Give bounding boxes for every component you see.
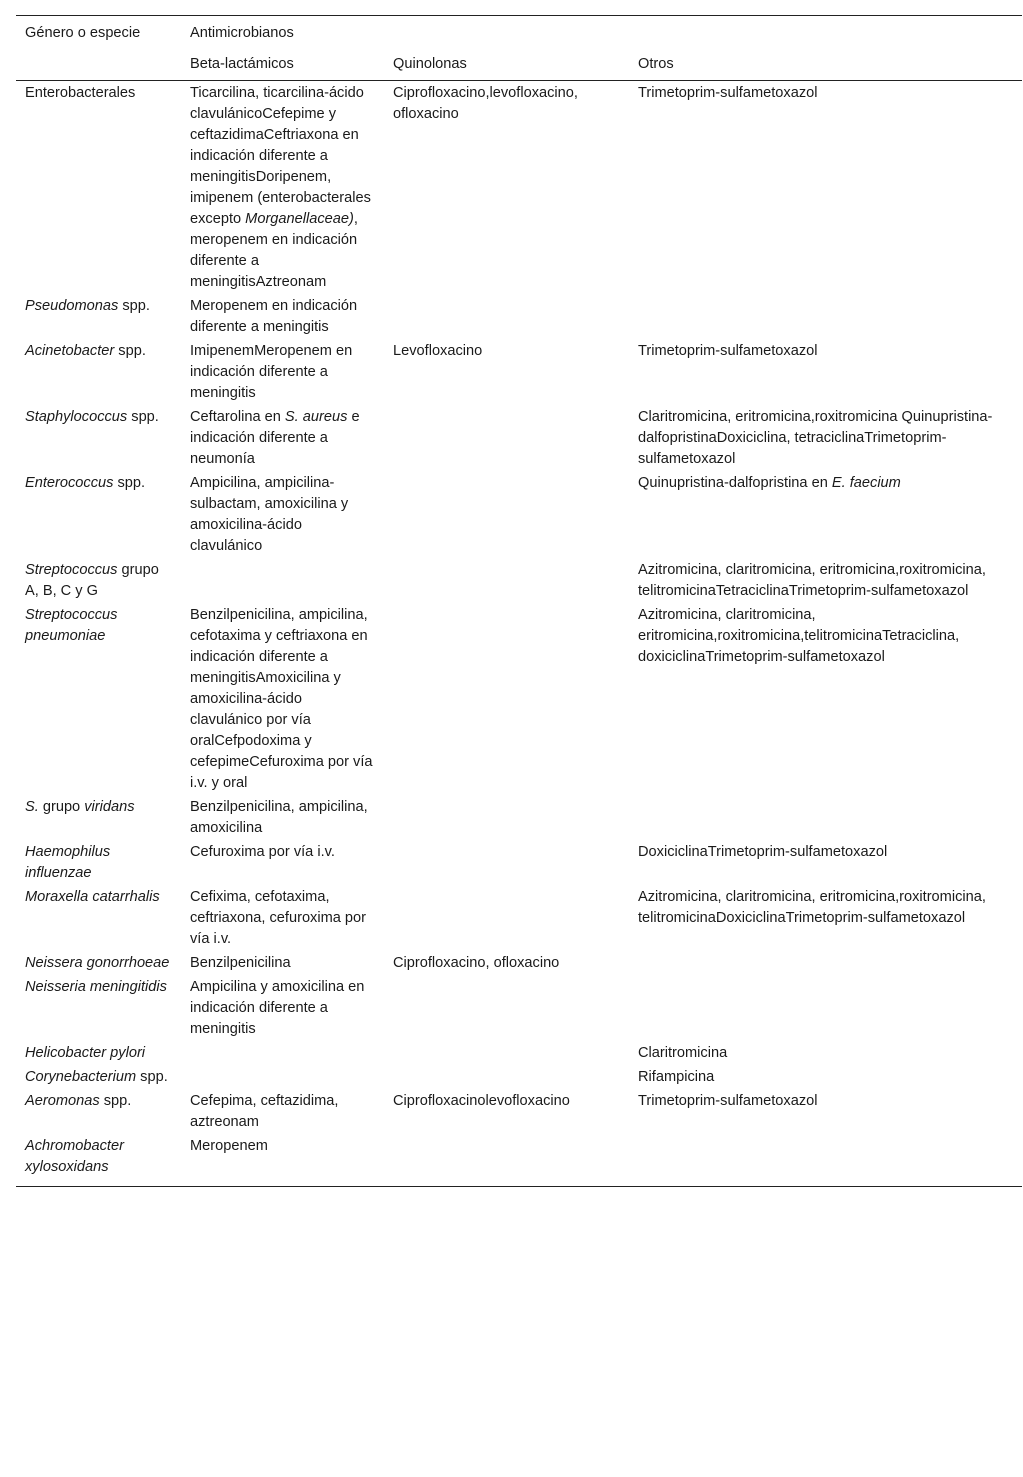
- table-row: [16, 840, 1022, 885]
- cell-quinolones: [384, 1065, 629, 1089]
- cell-text: DoxiciclinaTrimetoprim-sulfametoxazol: [638, 844, 888, 860]
- cell-betalactam: [181, 471, 384, 558]
- cell-text-italic: Morganellaceae): [245, 211, 354, 227]
- table-row: [16, 795, 1022, 840]
- cell-other: [629, 1134, 1022, 1187]
- cell-betalactam: [181, 1041, 384, 1065]
- cell-text: grupo: [38, 799, 85, 815]
- cell-text-italic: Haemophilus influenzae: [25, 844, 111, 881]
- cell-text: Cefuroxima por vía i.v.: [190, 844, 335, 860]
- cell-quinolones: [384, 471, 629, 558]
- cell-other: [629, 405, 1022, 471]
- cell-text: Cefixima, cefotaxima, ceftriaxona, cefuroxima por vía i.v.: [190, 889, 367, 947]
- cell-text-italic: Neissera gonorrhoeae: [25, 955, 170, 971]
- cell-genus: [16, 405, 181, 471]
- cell-text-italic: Staphylococcus: [25, 409, 128, 425]
- cell-other: [629, 885, 1022, 951]
- cell-text: Ticarcilina, ticarcilina-ácido clavulánicoCefepime y ceftazidimaCeftriaxona en indicación diferente a meningitisDoripenem, imipenem (enterobacterales excepto: [190, 85, 371, 227]
- cell-genus: [16, 294, 181, 339]
- cell-betalactam: [181, 1089, 384, 1134]
- cell-other: [629, 558, 1022, 603]
- cell-quinolones: [384, 339, 629, 405]
- cell-text-italic: Enterococcus: [25, 475, 114, 491]
- cell-text: e indicación diferente a neumonía: [190, 409, 360, 467]
- cell-text-italic: Helicobacter pylori: [25, 1045, 146, 1061]
- header-other: Otros: [629, 54, 1022, 81]
- cell-text: Enterobacterales: [25, 85, 136, 101]
- cell-text-italic: Moraxella catarrhalis: [25, 889, 160, 905]
- cell-text: Benzilpenicilina: [190, 955, 291, 971]
- cell-genus: [16, 840, 181, 885]
- cell-other: [629, 81, 1022, 295]
- cell-text: Ciprofloxacino,levofloxacino, ofloxacino: [393, 85, 578, 122]
- cell-betalactam: [181, 558, 384, 603]
- header-antimicrobials: Antimicrobianos: [181, 16, 1022, 55]
- cell-quinolones: [384, 795, 629, 840]
- cell-text: spp.: [113, 475, 146, 491]
- cell-genus: [16, 951, 181, 975]
- cell-text: Ampicilina y amoxicilina en indicación diferente a meningitis: [190, 979, 365, 1037]
- cell-text: Ceftarolina en: [190, 409, 285, 425]
- cell-text: Azitromicina, claritromicina, eritromicina,roxitromicina,telitromicinaTetraciclina, doxiciclinaTrimetoprim-sulfametoxazol: [638, 607, 960, 665]
- cell-quinolones: [384, 1089, 629, 1134]
- table-row: [16, 81, 1022, 295]
- cell-other: [629, 1041, 1022, 1065]
- table-row: [16, 951, 1022, 975]
- cell-genus: [16, 1041, 181, 1065]
- cell-text: spp.: [127, 409, 159, 425]
- cell-other: [629, 975, 1022, 1041]
- cell-other: [629, 795, 1022, 840]
- cell-text: Benzilpenicilina, ampicilina, cefotaxima y ceftriaxona en indicación diferente a meningitisAmoxicilina y amoxicilina-ácido clavulánico por vía oralCefpodoxima y cefepimeCefuroxima por vía i.v. y oral: [190, 607, 373, 791]
- cell-genus: [16, 795, 181, 840]
- cell-text-italic: Corynebacterium: [25, 1069, 137, 1085]
- cell-text: Claritromicina, eritromicina,roxitromicina Quinupristina-dalfopristinaDoxiciclina, tetraciclinaTrimetoprim-sulfametoxazol: [638, 409, 993, 467]
- cell-text-italic: S.: [25, 799, 39, 815]
- cell-text-italic: Pseudomonas: [25, 298, 119, 314]
- cell-text: Meropenem en indicación diferente a meningitis: [190, 298, 358, 335]
- cell-text-italic: E. faecium: [831, 475, 901, 491]
- cell-betalactam: [181, 885, 384, 951]
- table-row: [16, 1089, 1022, 1134]
- table-row: [16, 885, 1022, 951]
- cell-text: Claritromicina: [638, 1045, 728, 1061]
- cell-other: [629, 951, 1022, 975]
- header-betalactam: Beta-lactámicos: [181, 54, 384, 81]
- cell-genus: [16, 1065, 181, 1089]
- table-header: [16, 16, 1022, 81]
- cell-text: Levofloxacino: [393, 343, 483, 359]
- cell-text-italic: Achromobacter xylosoxidans: [25, 1138, 124, 1175]
- cell-betalactam: [181, 1065, 384, 1089]
- cell-text: Cefepima, ceftazidima, aztreonam: [190, 1093, 339, 1130]
- cell-text: Trimetoprim-sulfametoxazol: [638, 1093, 818, 1109]
- cell-quinolones: [384, 1134, 629, 1187]
- cell-text: Benzilpenicilina, ampicilina, amoxicilina: [190, 799, 368, 836]
- cell-genus: [16, 975, 181, 1041]
- cell-quinolones: [384, 975, 629, 1041]
- cell-betalactam: [181, 795, 384, 840]
- cell-genus: [16, 1089, 181, 1134]
- cell-other: [629, 294, 1022, 339]
- table-row: [16, 1041, 1022, 1065]
- cell-betalactam: [181, 81, 384, 295]
- table-row: [16, 294, 1022, 339]
- cell-text-italic: Neisseria meningitidis: [25, 979, 167, 995]
- antimicrobial-table: [16, 15, 1022, 1187]
- cell-text: Ampicilina, ampicilina-sulbactam, amoxicilina y amoxicilina-ácido clavulánico: [190, 475, 349, 554]
- cell-text-italic: Aeromonas: [25, 1093, 100, 1109]
- cell-betalactam: [181, 339, 384, 405]
- cell-text: Quinupristina-dalfopristina en: [638, 475, 832, 491]
- cell-other: [629, 840, 1022, 885]
- cell-betalactam: [181, 951, 384, 975]
- cell-text: Trimetoprim-sulfametoxazol: [638, 85, 818, 101]
- cell-text: Azitromicina, claritromicina, eritromicina,roxitromicina, telitromicinaTetraciclinaTrimetoprim-sulfametoxazol: [638, 562, 986, 599]
- cell-quinolones: [384, 840, 629, 885]
- cell-text: grupo A, B, C y G: [25, 562, 159, 599]
- table-row: [16, 603, 1022, 795]
- cell-text: , meropenem en indicación diferente a meningitisAztreonam: [190, 211, 358, 290]
- cell-text-italic: Streptococcus pneumoniae: [25, 607, 118, 644]
- table-row: [16, 405, 1022, 471]
- cell-quinolones: [384, 405, 629, 471]
- header-quinolones: Quinolonas: [384, 54, 629, 81]
- cell-quinolones: [384, 294, 629, 339]
- cell-text: Azitromicina, claritromicina, eritromicina,roxitromicina, telitromicinaDoxiciclinaTrimetoprim-sulfametoxazol: [638, 889, 986, 926]
- table-body: [16, 81, 1022, 1187]
- cell-quinolones: [384, 1041, 629, 1065]
- table-row: [16, 558, 1022, 603]
- cell-betalactam: [181, 975, 384, 1041]
- cell-quinolones: [384, 558, 629, 603]
- cell-text: Ciprofloxacinolevofloxacino: [393, 1093, 570, 1109]
- cell-quinolones: [384, 885, 629, 951]
- cell-betalactam: [181, 840, 384, 885]
- cell-other: [629, 339, 1022, 405]
- table-row: [16, 1134, 1022, 1187]
- cell-quinolones: [384, 603, 629, 795]
- cell-text-italic: Acinetobacter: [25, 343, 115, 359]
- cell-quinolones: [384, 951, 629, 975]
- cell-genus: [16, 81, 181, 295]
- cell-betalactam: [181, 1134, 384, 1187]
- cell-genus: [16, 603, 181, 795]
- cell-text-italic: viridans: [84, 799, 135, 815]
- cell-text: Meropenem: [190, 1138, 268, 1154]
- cell-genus: [16, 558, 181, 603]
- cell-betalactam: [181, 405, 384, 471]
- header-genus: Género o especie: [16, 16, 181, 55]
- table-row: [16, 975, 1022, 1041]
- cell-other: [629, 603, 1022, 795]
- cell-text: Trimetoprim-sulfametoxazol: [638, 343, 818, 359]
- cell-text: Ciprofloxacino, ofloxacino: [393, 955, 560, 971]
- cell-quinolones: [384, 81, 629, 295]
- cell-betalactam: [181, 294, 384, 339]
- header-genus-spacer: [16, 54, 181, 81]
- cell-text: spp.: [136, 1069, 168, 1085]
- cell-other: [629, 1065, 1022, 1089]
- cell-other: [629, 1089, 1022, 1134]
- cell-genus: [16, 339, 181, 405]
- cell-text-italic: Streptococcus: [25, 562, 118, 578]
- table-row: [16, 339, 1022, 405]
- cell-text: ImipenemMeropenem en indicación diferente a meningitis: [190, 343, 353, 401]
- table-row: [16, 471, 1022, 558]
- cell-genus: [16, 1134, 181, 1187]
- cell-text: spp.: [99, 1093, 132, 1109]
- cell-text-italic: S. aureus: [284, 409, 348, 425]
- cell-betalactam: [181, 603, 384, 795]
- cell-genus: [16, 471, 181, 558]
- cell-text: spp.: [114, 343, 146, 359]
- table-row: [16, 1065, 1022, 1089]
- cell-text: Rifampicina: [638, 1069, 715, 1085]
- cell-text: spp.: [118, 298, 150, 314]
- cell-other: [629, 471, 1022, 558]
- cell-genus: [16, 885, 181, 951]
